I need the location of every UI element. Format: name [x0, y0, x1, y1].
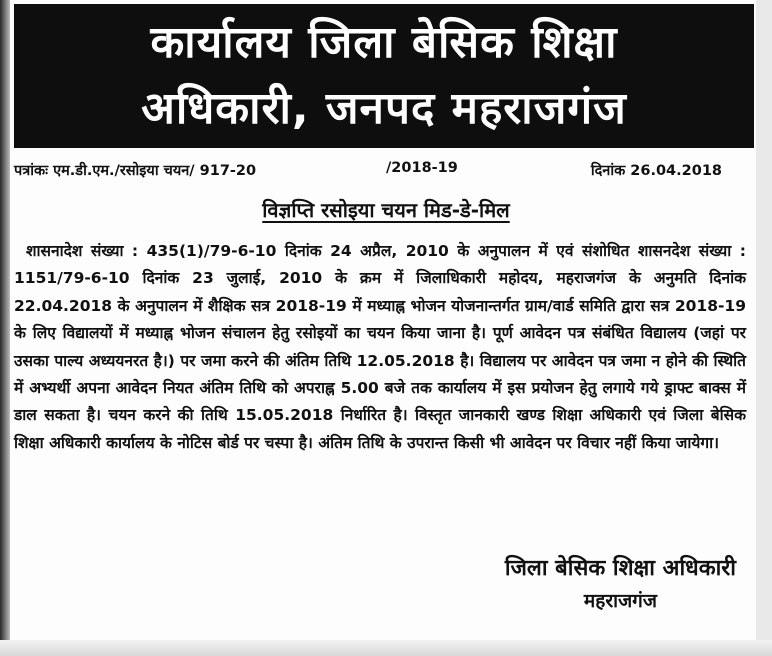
page-left-edge: [0, 0, 10, 656]
reference-row: [14, 160, 722, 182]
page-bottom-edge: [0, 640, 772, 656]
signatory-place: महराजगंज: [583, 590, 657, 612]
header-line-1: कार्यालय जिला बेसिक शिक्षा: [150, 17, 618, 68]
letter-number: पत्रांकः एम.डी.एम./रसोइया चयन/ 917-20: [14, 163, 257, 179]
subject-text: विज्ञप्ति रसोइया चयन मिड-डे-मिल: [262, 198, 510, 222]
signature-block: [505, 552, 736, 616]
header-line-2: अधिकारी, जनपद महराजगंज: [141, 83, 627, 134]
notice-body: शासनादेश संख्या : 435(1)/79-6-10 दिनांक 24 अप्रैल, 2010 के अनुपालन में एवं संशोधित शासनदेश संख्या : 1151/79-6-10 दिनांक 23 जुलाई, 2010 के क्रम में जिलाधिकारी महोदय, महराजगंज के अनुमति दिनांक 22.04.2018 के अनुपालन में शैक्षिक सत्र 2018-19 में मध्याह्न भोजन योजनान्तर्गत ग्राम/वार्ड समिति द्वारा सत्र 2018-19 के लिए विद्यालयों में मध्याह्न भोजन संचालन हेतु रसोइयों का चयन किया जाना है। पूर्ण आवेदन पत्र संबंधित विद्यालय (जहां पर उसका पाल्य अध्ययनरत है।) पर जमा करने की अंतिम तिथि 12.05.2018 है। विद्यालय पर आवेदन पत्र जमा न होने की स्थिति में अभ्यर्थी अपना आवेदन नियत अंतिम तिथि को अपराह्न 5.00 बजे तक कार्यालय में इस प्रयोजन हेतु लगाये गये ड्राफ्ट बाक्स में डाल सकता है। चयन करने की तिथि 15.05.2018 निर्धारित है। विस्तृत जानकारी खण्ड शिक्षा अधिकारी एवं जिला बेसिक शिक्षा अधिकारी कार्यालय के नोटिस बोर्ड पर चस्पा है। अंतिम तिथि के उपरान्त किसी भी आवेदन पर विचार नहीं किया जायेगा।: [14, 242, 747, 452]
office-header-banner: [14, 4, 754, 148]
session-year: /2018-19: [386, 160, 458, 176]
signatory-title: जिला बेसिक शिक्षा अधिकारी: [504, 556, 736, 581]
issue-date: दिनांक 26.04.2018: [590, 163, 722, 179]
notice-subject: [0, 196, 772, 223]
page-right-edge: [756, 0, 772, 656]
